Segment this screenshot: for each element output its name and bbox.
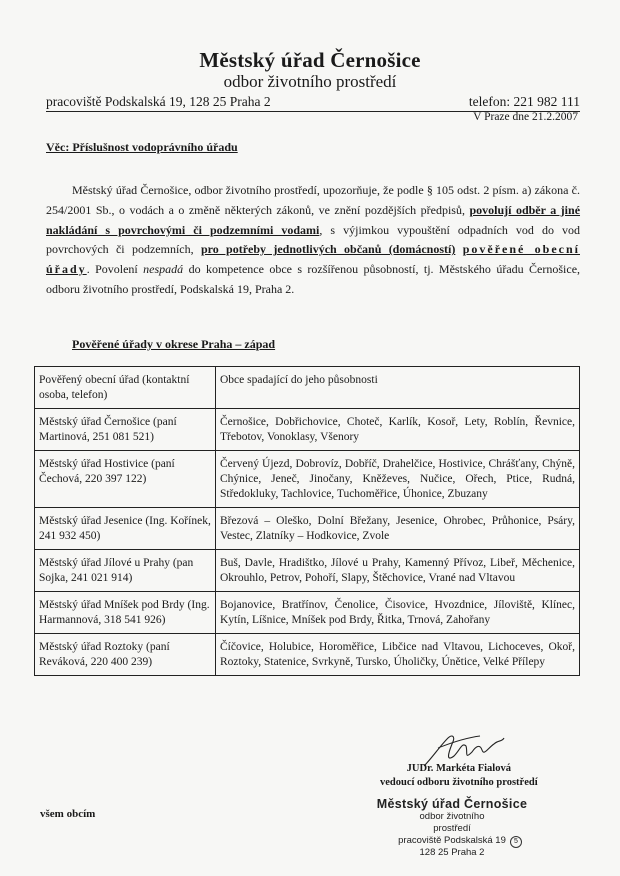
stamp-line: prostředí <box>433 823 471 834</box>
municipalities-cell: Buš, Davle, Hradištko, Jílové u Prahy, Kamenný Přívoz, Libeř, Měchenice, Okrouhlo, Petrov, Pohoří, Slapy, Štěchovice, Vrané nad Vltavou <box>216 550 580 592</box>
document-date: V Praze dne 21.2.2007 <box>473 111 578 123</box>
office-address: pracoviště Podskalská 19, 128 25 Praha 2 <box>46 94 271 109</box>
municipalities-cell: Číčovice, Holubice, Horoměřice, Libčice nad Vltavou, Lichoceves, Okoř, Roztoky, Statenice, Svrkyně, Tursko, Úholičky, Únětice, Velké Přílepy <box>216 634 580 676</box>
table-heading: Pověřené úřady v okrese Praha – západ <box>72 337 276 351</box>
department-name: odbor životního prostředí <box>223 72 397 91</box>
signer-name: JUDr. Markéta Fialová <box>406 763 511 774</box>
body-paragraph <box>46 181 580 300</box>
office-cell: Městský úřad Roztoky (paní Reváková, 220 400 239) <box>35 634 216 676</box>
body-text-4: do kompetence obce s rozšířenou působností, tj. Městského úřadu Černošice, odboru životního prostředí, Podskalská 19, Praha 2. <box>46 262 581 296</box>
stamp-title: Městský úřad Černošice <box>376 797 528 811</box>
signer-role: vedoucí odboru životního prostředí <box>380 777 538 788</box>
subject-line: Věc: Příslušnost vodoprávního úřadu <box>46 140 238 154</box>
table-row <box>35 409 580 451</box>
header-municipalities: Obce spadající do jeho působnosti <box>216 367 580 409</box>
body-italic: nespadá <box>143 262 184 277</box>
office-title: Městský úřad Černošice <box>199 48 421 72</box>
stamp-line: odbor životního <box>419 811 485 822</box>
stamp-line: pracoviště Podskalská 19 <box>398 835 506 846</box>
office-cell: Městský úřad Hostivice (paní Čechová, 220 397 122) <box>35 451 216 508</box>
body-text-2: , s výjimkou vypouštění odpadních vod do vod povrchových či podzemních, <box>46 222 580 257</box>
table-row <box>35 592 580 634</box>
table-row <box>35 550 580 592</box>
table-row <box>35 508 580 550</box>
stamp-line: 128 25 Praha 2 <box>419 847 485 858</box>
office-cell: Městský úřad Jesenice (Ing. Kořínek, 241 932 450) <box>35 508 216 550</box>
body-emphasis-3: pověřené obecní úřady <box>46 242 580 277</box>
body-emphasis-1: povolují odběr a jiné nakládání s povrchovými či podzemními vodami <box>46 202 581 237</box>
signer-block <box>380 762 538 790</box>
address-line <box>46 94 580 112</box>
office-phone: telefon: 221 982 111 <box>468 94 580 109</box>
header-office: Pověřený obecní úřad (kontaktní osoba, telefon) <box>35 367 216 409</box>
body-text-1: Městský úřad Černošice, odbor životního prostředí, upozorňuje, že podle § 105 odst. 2 písm. a) zákona č. 254/2001 Sb., o vodách a o změně některých zákonů, ve znění pozdějších předpisů, <box>46 183 580 217</box>
table-row <box>35 451 580 508</box>
municipalities-cell: Černošice, Dobřichovice, Choteč, Karlík, Kosoř, Lety, Roblín, Řevnice, Třebotov, Vonoklasy, Všenory <box>216 409 580 451</box>
municipalities-cell: Bojanovice, Bratřínov, Čenolice, Čisovice, Hvozdnice, Jíloviště, Klínec, Kytín, Líšnice, Mníšek pod Brdy, Řitka, Trnová, Zahořany <box>216 592 580 634</box>
municipalities-cell: Červený Újezd, Dobrovíz, Dobříč, Drahelčice, Hostivice, Chrášťany, Chýně, Chýnice, Jeneč, Jinočany, Kněževes, Nučice, Ořech, Ptice, Rudná, Středokluky, Tachlovice, Tuchoměřice, Úhonice, Zbuzany <box>216 451 580 508</box>
table-row <box>35 634 580 676</box>
office-cell: Městský úřad Černošice (paní Martinová, 251 081 521) <box>35 409 216 451</box>
body-emphasis-2: pro potřeby jednotlivých občanů (domácností) <box>200 242 456 257</box>
office-stamp <box>362 797 542 859</box>
recipient-note: všem obcím <box>40 808 96 820</box>
table-header-row <box>35 367 580 409</box>
municipalities-cell: Březová – Oleško, Dolní Břežany, Jesenice, Ohrobec, Průhonice, Psáry, Vestec, Zlatníky – Hodkovice, Zvole <box>216 508 580 550</box>
body-text-3: . Povolení <box>86 262 138 277</box>
office-cell: Městský úřad Mníšek pod Brdy (Ing. Harmannová, 318 541 926) <box>35 592 216 634</box>
stamp-number: 5 <box>510 836 522 848</box>
offices-table <box>34 366 580 676</box>
office-cell: Městský úřad Jílové u Prahy (pan Sojka, 241 021 914) <box>35 550 216 592</box>
